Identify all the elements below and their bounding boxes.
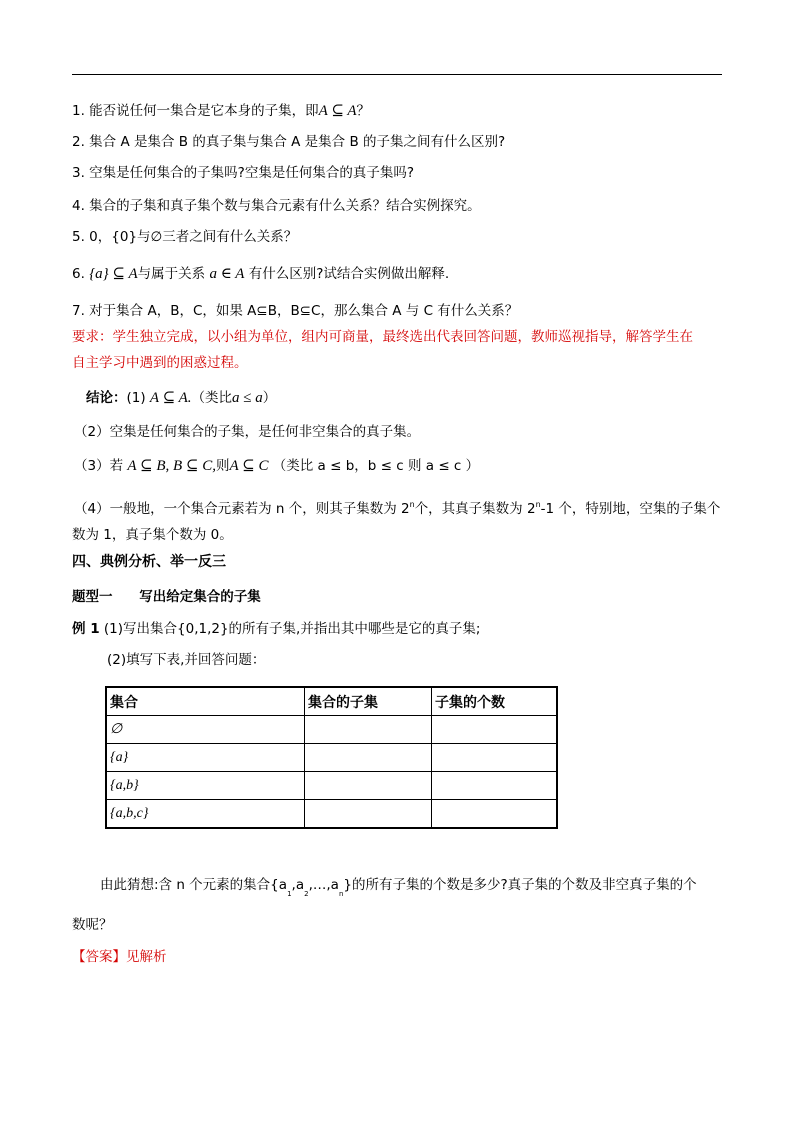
conclusion-4-b: 个，其真子集数为 2 — [414, 501, 536, 517]
question-6-head: 6. — [72, 266, 85, 282]
header-rule — [72, 74, 722, 75]
conclusion-1-tail-2: ） — [262, 390, 277, 406]
answer-text: 见解析 — [126, 949, 167, 965]
question-3: 3. 空集是任何集合的子集吗?空集是任何集合的真子集吗? — [72, 165, 415, 181]
guess-sub-3: n — [338, 890, 344, 898]
topic-label: 题型一 — [72, 589, 113, 605]
guess-b: ,a — [291, 877, 305, 893]
conclusion-4-sup-1: n — [409, 500, 415, 509]
table-cell — [305, 800, 432, 829]
example-part-1-text: (1)写出集合{0,1,2}的所有子集,并指出其中哪些是它的真子集; — [103, 621, 481, 637]
table-cell: {a,b,c} — [106, 800, 305, 829]
question-1-math: A ⊆ A — [318, 103, 357, 119]
guess-sub-2: 2 — [304, 890, 309, 898]
conclusion-3-mid: 则 — [216, 458, 230, 474]
question-6-mid: 与属于关系 — [137, 266, 206, 282]
conclusion-4-sup-2: n — [535, 500, 541, 509]
table-cell: {a,b} — [106, 772, 305, 800]
table-row — [106, 800, 557, 829]
table-cell — [305, 744, 432, 772]
conclusion-1-tail-1: （类比 — [191, 390, 233, 406]
question-6-tail: 有什么区别?试结合实例做出解释. — [248, 266, 450, 282]
requirement-line-1: 要求：学生独立完成，以小组为单位，组内可商量，最终选出代表回答问题，教师巡视指导，解答学生在 — [72, 329, 693, 345]
table-cell — [432, 800, 558, 829]
guess-sub-1: 1 — [287, 890, 292, 898]
requirement-line-2: 自主学习中遇到的困惑过程。 — [72, 355, 248, 371]
table-cell — [432, 744, 558, 772]
table-row — [106, 744, 557, 772]
guess-c: ,…,a — [308, 877, 339, 893]
conclusion-3-math: A ⊆ B, B ⊆ C, — [127, 458, 216, 474]
table-cell — [305, 716, 432, 744]
question-4: 4. 集合的子集和真子集个数与集合元素有什么关系？结合实例探究。 — [72, 198, 481, 214]
conclusion-4-c: -1 个，特别地，空集的子集个 — [540, 501, 721, 517]
conclusion-4 — [74, 496, 720, 518]
conclusion-4-line-2: 数为 1，真子集个数为 0。 — [72, 527, 233, 543]
conclusion-label: 结论： — [86, 390, 127, 406]
question-7: 7. 对于集合 A，B，C，如果 A⊆B，B⊆C，那么集合 A 与 C 有什么关系？ — [72, 303, 519, 319]
table-header-cell: 集合的子集 — [305, 687, 432, 716]
subsets-table — [105, 686, 558, 829]
conclusion-3 — [74, 457, 479, 475]
table-cell — [432, 772, 558, 800]
question-6 — [72, 265, 449, 283]
question-5: 5. 0，{0}与∅三者之间有什么关系？ — [72, 229, 298, 245]
conclusion-3-head: （3）若 — [74, 458, 124, 474]
guess-line-1 — [100, 876, 697, 903]
table-header-cell: 子集的个数 — [432, 687, 558, 716]
conclusion-1-math-2: a ≤ a — [232, 390, 263, 406]
example-label: 例 1 — [72, 621, 100, 637]
answer-label: 【答案】 — [72, 949, 126, 965]
table-row — [106, 772, 557, 800]
example-1-part-2: (2)填写下表,并回答问题： — [107, 652, 266, 668]
section-heading: 四、典例分析、举一反三 — [72, 554, 226, 570]
conclusion-1-head: (1) — [126, 390, 146, 406]
question-6-math-1: {a} ⊆ A — [89, 266, 138, 282]
conclusion-3-tail: （类比 a ≤ b，b ≤ c 则 a ≤ c ） — [272, 458, 480, 474]
conclusion-3-math-2: A ⊆ C — [229, 458, 269, 474]
example-1-part-1 — [72, 620, 480, 638]
conclusion-2: （2）空集是任何集合的子集，是任何非空集合的真子集。 — [74, 424, 421, 440]
topic-heading — [72, 588, 261, 606]
question-2: 2. 集合 A 是集合 B 的真子集与集合 A 是集合 B 的子集之间有什么区别? — [72, 134, 506, 150]
question-1-tail: ？ — [356, 103, 371, 119]
table-cell — [432, 716, 558, 744]
table-cell: ∅ — [106, 716, 305, 744]
table-cell — [305, 772, 432, 800]
guess-d: }的所有子集的个数是多少?真子集的个数及非空真子集的个 — [343, 877, 697, 893]
guess-line-2: 数呢？ — [72, 917, 113, 933]
question-1-text: 1. 能否说任何一集合是它本身的子集，即 — [72, 103, 319, 119]
question-6-math-2: a ∈ A — [209, 266, 245, 282]
conclusion-4-a: （4）一般地，一个集合元素若为 n 个，则其子集数为 2 — [74, 501, 410, 517]
conclusion-1-math: A ⊆ A. — [149, 390, 192, 406]
table-cell: {a} — [106, 744, 305, 772]
table-header-row — [106, 687, 557, 716]
table-row — [106, 716, 557, 744]
answer-line — [72, 948, 167, 966]
topic-text: 写出给定集合的子集 — [139, 589, 261, 605]
conclusion-1 — [86, 389, 276, 407]
table-header-cell: 集合 — [106, 687, 305, 716]
question-1 — [72, 102, 370, 120]
guess-a: 由此猜想:含 n 个元素的集合{a — [100, 877, 288, 893]
